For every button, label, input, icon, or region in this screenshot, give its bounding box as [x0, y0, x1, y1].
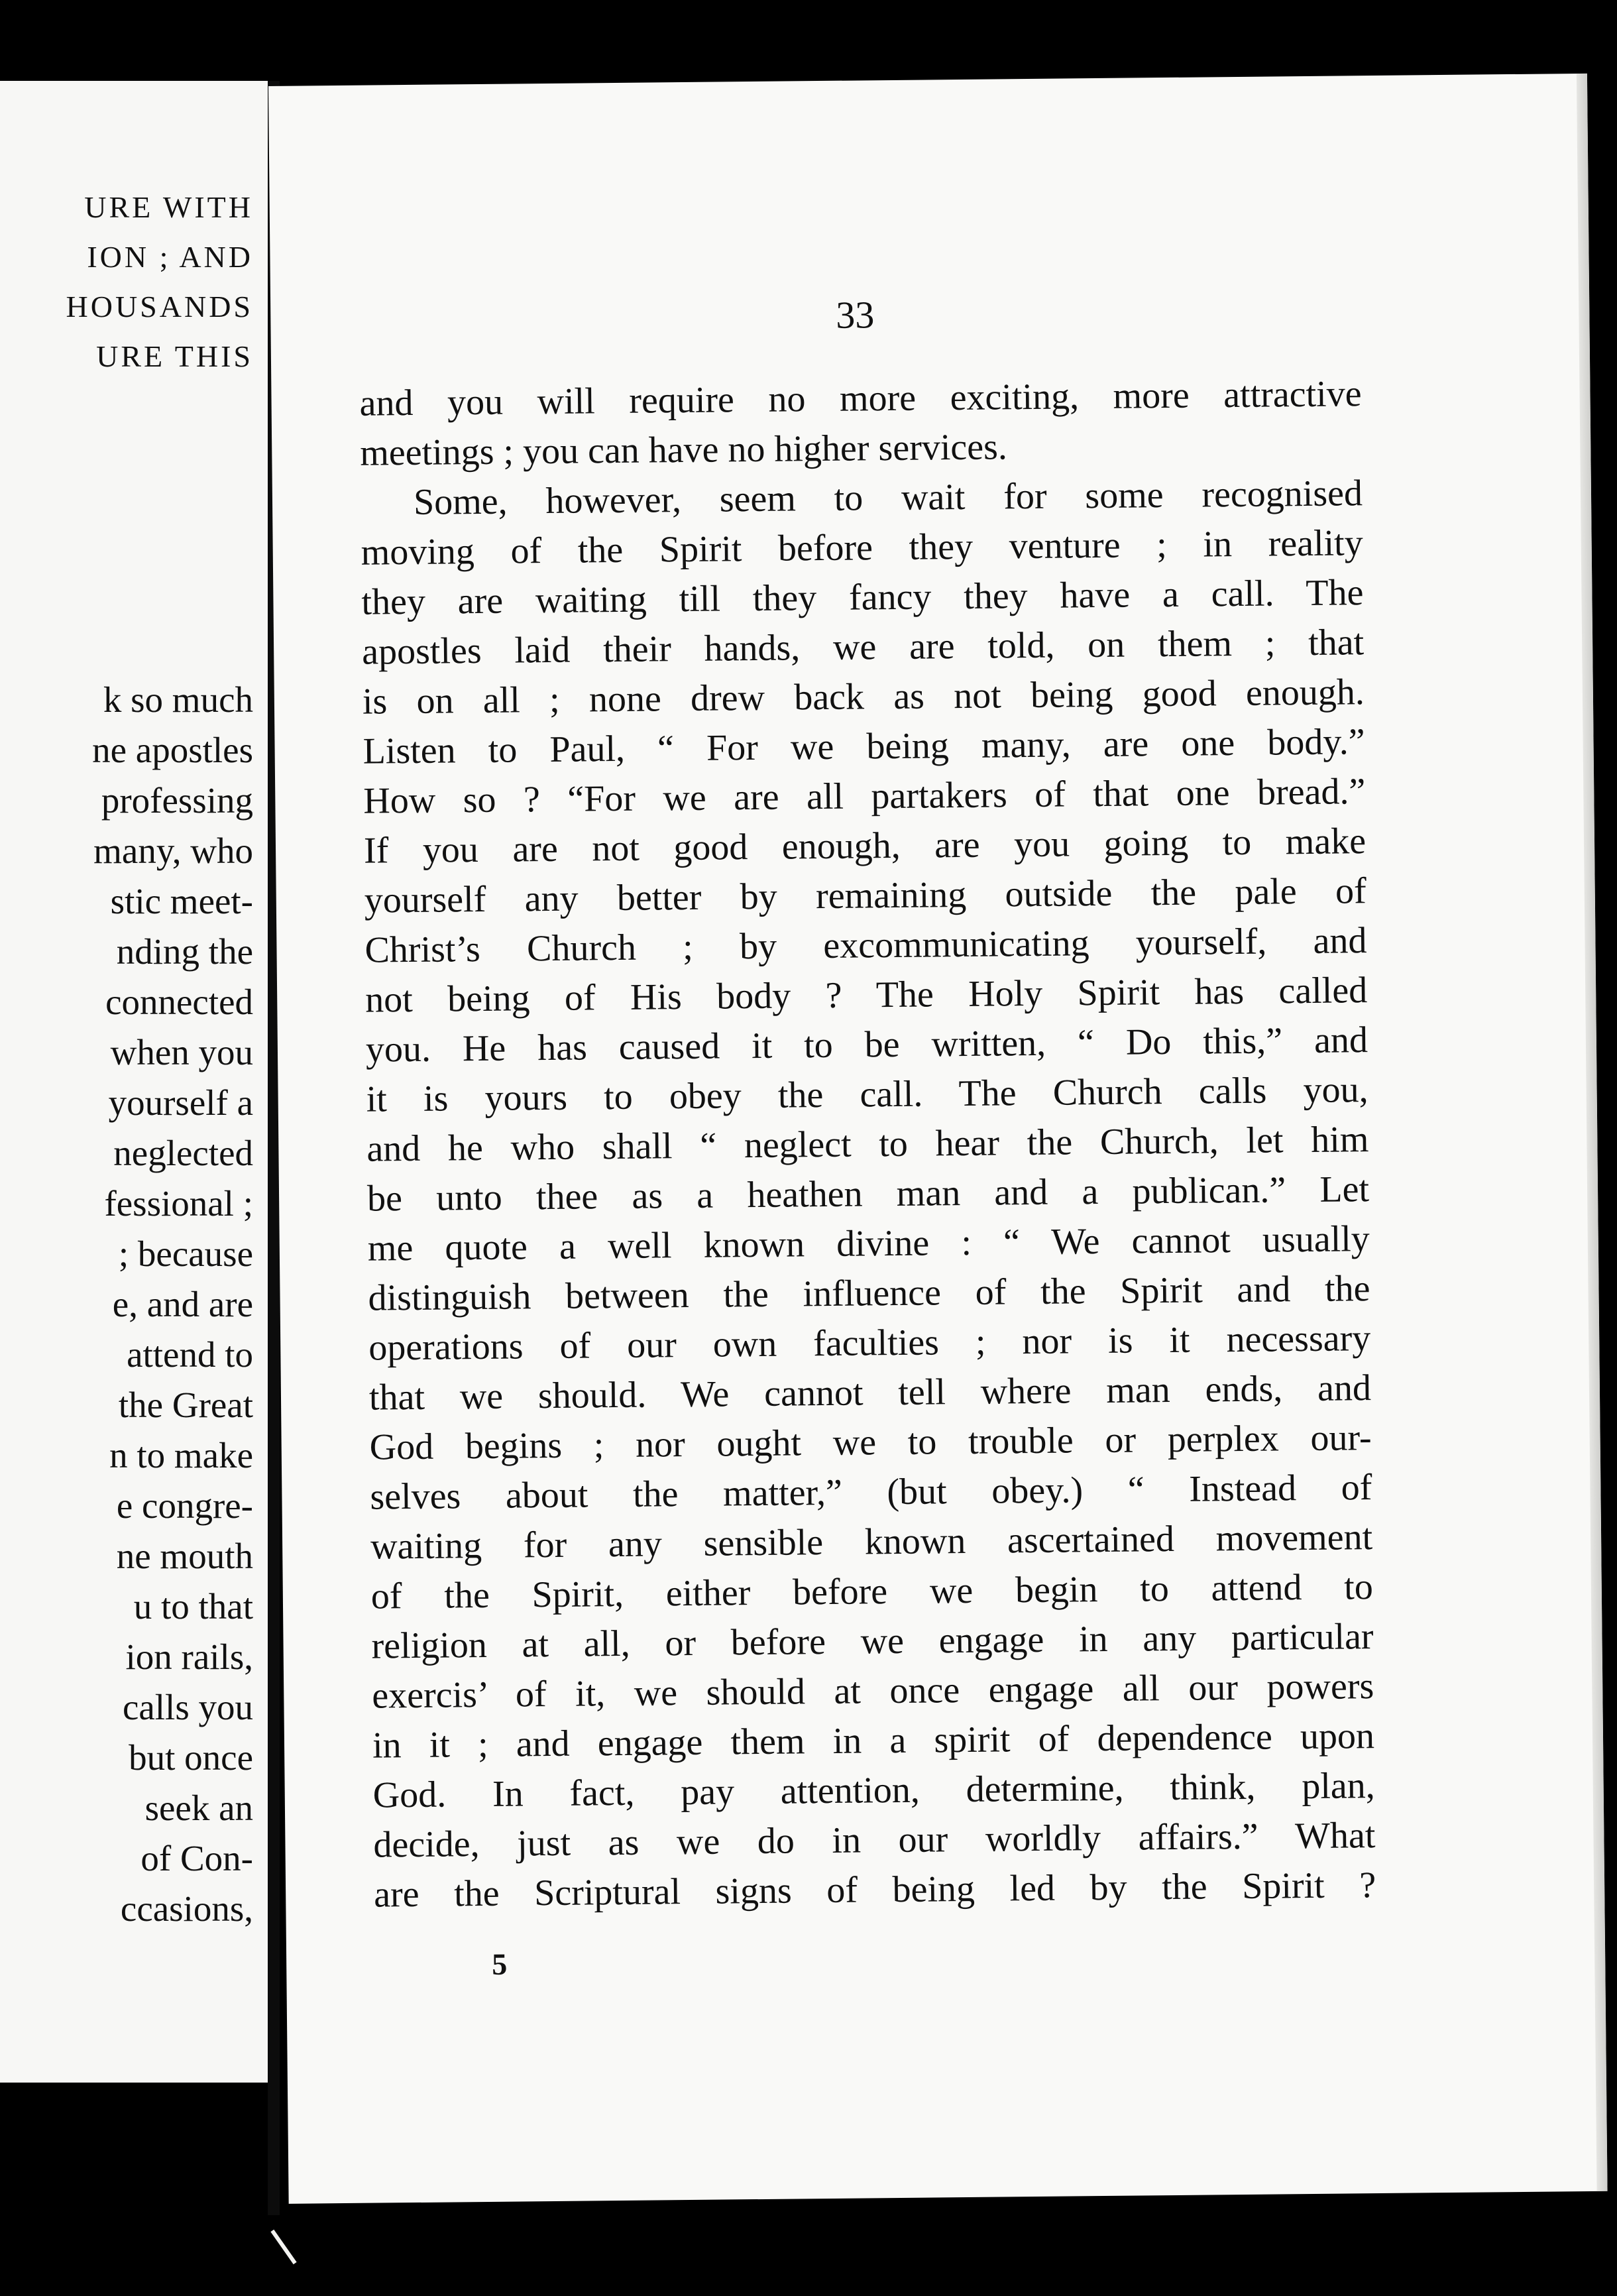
body-text-line: Some, however, seem to wait for some recognised: [413, 473, 1363, 523]
left-page-line: connected: [105, 982, 253, 1022]
body-text-line: Christ’s Church ; by excommunicating yourself, and: [364, 920, 1367, 971]
left-page-line: when you: [110, 1032, 253, 1072]
body-text-line: religion at all, or before we engage in any particular: [371, 1616, 1374, 1667]
body-text-line: it is yours to obey the call. The Church calls you,: [366, 1069, 1368, 1120]
body-text-line: you. He has caused it to be written, “ Do this,” and: [365, 1019, 1368, 1070]
left-page-line: e congre-: [116, 1485, 253, 1526]
body-text-line: If you are not good enough, are you going to make: [363, 821, 1366, 872]
left-page-line: seek an: [144, 1788, 253, 1828]
body-text-line: and you will require no more exciting, more attractive: [359, 373, 1362, 424]
body-text-line: decide, just as we do in our worldly affairs.” What: [373, 1815, 1376, 1866]
left-page-line: calls you: [122, 1687, 253, 1727]
right-page: [268, 74, 1608, 2204]
left-page-line: e, and are: [112, 1284, 253, 1324]
left-page-line: ION ; AND: [87, 240, 253, 274]
body-text-line: and he who shall “ neglect to hear the Church, let him: [366, 1119, 1369, 1170]
left-page-line: k so much: [103, 679, 253, 720]
left-page-line: neglected: [113, 1133, 253, 1173]
left-page-line: ne mouth: [116, 1536, 253, 1576]
scan-artifact: [270, 2230, 296, 2265]
left-page-line: ion rails,: [125, 1636, 253, 1677]
page-edge-shadow: [1577, 74, 1608, 2191]
left-page-line: URE WITH: [84, 190, 253, 224]
left-page-line: nding the: [116, 931, 253, 972]
left-page: [0, 81, 268, 2083]
left-page-line: HOUSANDS: [66, 290, 253, 323]
left-page-line: ne apostles: [92, 730, 253, 770]
body-text-line: in it ; and engage them in a spirit of dependence upon: [372, 1715, 1375, 1766]
body-text-line: not being of His body ? The Holy Spirit has called: [364, 970, 1368, 1021]
left-page-line: many, who: [93, 831, 253, 871]
body-text-line: operations of our own faculties ; nor is it necessary: [368, 1318, 1371, 1369]
body-text-line: God begins ; nor ought we to trouble or perplex our-: [369, 1417, 1372, 1468]
body-text-line: Listen to Paul, “ For we being many, are one body.”: [362, 721, 1365, 772]
body-text-line: moving of the Spirit before they venture ; in reality: [361, 522, 1363, 573]
body-text-line: that we should. We cannot tell where man ends, and: [368, 1367, 1372, 1418]
body-text-line: waiting for any sensible known ascertained movement: [370, 1517, 1373, 1568]
left-page-line: u to that: [133, 1586, 253, 1627]
body-text-line: How so ? “For we are all partakers of that one bread.”: [363, 771, 1366, 822]
body-text-line: they are waiting till they fancy they have a call. The: [361, 572, 1364, 623]
left-page-line: ccasions,: [120, 1888, 253, 1929]
left-page-line: fessional ;: [104, 1183, 253, 1224]
body-text-line: is on all ; none drew back as not being good enough.: [362, 671, 1365, 722]
body-text-line: God. In fact, pay attention, determine, think, plan,: [372, 1765, 1375, 1816]
left-page-line: of Con-: [140, 1838, 253, 1878]
left-page-line: ; because: [118, 1234, 253, 1274]
left-page-line: stic meet-: [110, 881, 253, 921]
body-text-line: me quote a well known divine : “ We cannot usually: [367, 1218, 1370, 1269]
left-page-line: n to make: [109, 1435, 253, 1475]
page-number: 33: [836, 293, 875, 337]
body-text-line: of the Spirit, either before we begin to attend to: [370, 1566, 1374, 1617]
body-text-line: are the Scriptural signs of being led by the Spirit ?: [373, 1865, 1376, 1916]
left-page-line: the Great: [118, 1385, 253, 1425]
body-text-line: meetings ; you can have no higher services.: [360, 426, 1008, 474]
signature-mark: 5: [491, 1947, 508, 1981]
body-text-line: apostles laid their hands, we are told, on them ; that: [361, 622, 1365, 673]
body-text-line: distinguish between the influence of the Spirit and the: [368, 1268, 1370, 1319]
left-page-line: professing: [101, 780, 253, 821]
left-page-line: but once: [129, 1737, 253, 1778]
body-text-line: yourself any better by remaining outside the pale of: [364, 870, 1367, 921]
body-text-line: exercis’ of it, we should at once engage all our powers: [372, 1666, 1374, 1717]
body-text-line: be unto thee as a heathen man and a publican.” Let: [366, 1169, 1370, 1220]
left-page-line: yourself a: [108, 1082, 253, 1123]
body-text-line: selves about the matter,” (but obey.) “ Instead of: [370, 1467, 1372, 1518]
left-page-line: attend to: [127, 1334, 253, 1375]
left-page-line: URE THIS: [96, 339, 253, 373]
